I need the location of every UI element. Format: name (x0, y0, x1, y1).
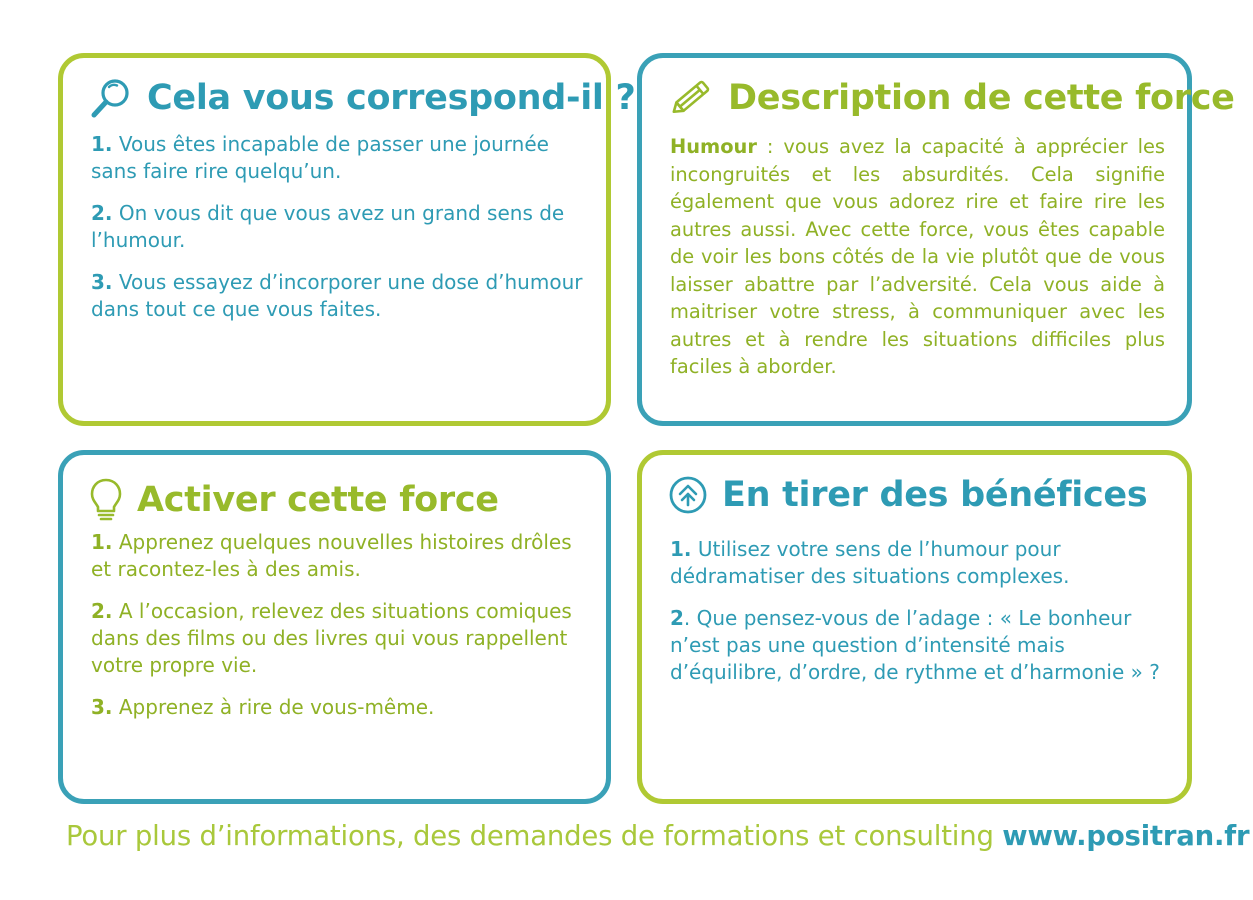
list-item: 2. A l’occasion, relevez des situations comiques dans des films ou des livres qui vous rappellent votre propre vie. (91, 599, 572, 677)
list-item: 1. Utilisez votre sens de l’humour pour dédramatiser des situations complexes. (670, 537, 1070, 588)
magnifier-icon (89, 76, 133, 120)
card-title: Description de cette force (728, 78, 1235, 118)
list-item: 2. Que pensez-vous de l’adage : « Le bonheur n’est pas une question d’intensité mais d’équilibre, d’ordre, de rythme et d’harmonie » ? (670, 606, 1160, 684)
list-item: 1. Apprenez quelques nouvelles histoires drôles et racontez-les à des amis. (91, 530, 572, 581)
arrow-up-circle-icon (668, 475, 708, 515)
card-self-check (58, 53, 636, 426)
card-header (89, 477, 499, 523)
card-activate (58, 450, 611, 804)
website-link[interactable]: www.positran.fr (1002, 820, 1250, 852)
lightbulb-icon (89, 477, 123, 523)
card-title: En tirer des bénéfices (722, 475, 1148, 515)
card-header (668, 475, 1147, 515)
card-title: Activer cette force (137, 480, 499, 520)
card-description (637, 53, 1235, 426)
card-body (670, 536, 1165, 701)
card-benefits (637, 450, 1192, 804)
card-body (91, 131, 584, 338)
card-body (91, 529, 584, 736)
description-text: Humour : vous avez la capacité à apprécier les incongruités et les absurdités. Cela signifie également que vous adorez rire et faire rire les autres aussi. Avec cette force, vous êtes capable de voir les bons côtés de la vie plutôt que de vous laisser abattre par l’adversité. Cela vous aide à maitriser votre stress, à communiquer avec les autres et à rendre les situations difficiles plus faciles à aborder. (670, 135, 1165, 378)
footer-note (66, 820, 1249, 852)
list-item: 3. Apprenez à rire de vous-même. (91, 695, 435, 719)
footer-text: Pour plus d’informations, des demandes de formations et consulting (66, 820, 1003, 852)
card-header (89, 76, 635, 120)
card-header (668, 76, 1235, 120)
term-label: Humour (670, 135, 757, 158)
pencil-icon (668, 76, 714, 120)
card-title: Cela vous correspond-il ? (147, 78, 636, 118)
list-item: 3. Vous essayez d’incorporer une dose d’humour dans tout ce que vous faites. (91, 270, 583, 321)
list-item: 1. Vous êtes incapable de passer une journée sans faire rire quelqu’un. (91, 132, 549, 183)
card-body (670, 133, 1165, 396)
list-item: 2. On vous dit que vous avez un grand sens de l’humour. (91, 201, 565, 252)
